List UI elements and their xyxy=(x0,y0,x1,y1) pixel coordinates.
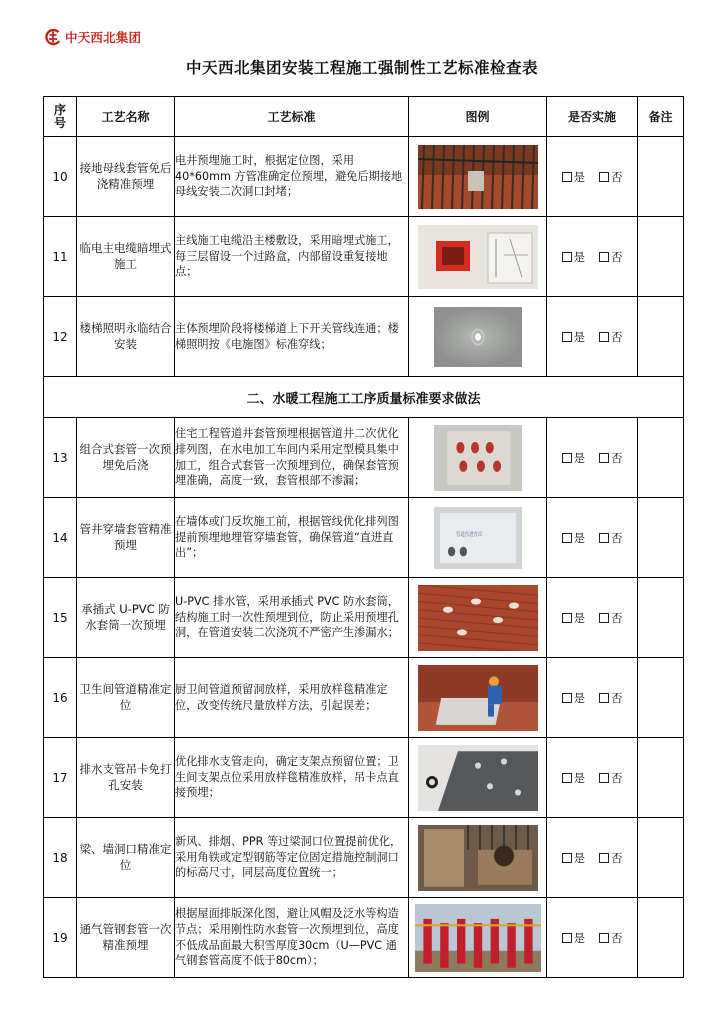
table-row xyxy=(44,738,684,818)
implemented-cell xyxy=(547,137,638,217)
no-option[interactable] xyxy=(599,690,623,706)
row-no: 12 xyxy=(44,297,77,377)
col-header-no-text: 序号 xyxy=(53,102,66,130)
yes-checkbox[interactable] xyxy=(562,453,572,463)
note-cell xyxy=(638,498,684,578)
row-no: 15 xyxy=(44,578,77,658)
process-name: 梁、墙洞口精准定位 xyxy=(77,818,175,898)
no-option[interactable] xyxy=(599,610,623,626)
upvc-sleeve-photo xyxy=(418,585,538,651)
yes-checkbox[interactable] xyxy=(562,613,572,623)
section-title: 二、水暖工程施工工序质量标准要求做法 xyxy=(44,377,684,418)
example-image-cell xyxy=(409,498,547,578)
process-name: 管井穿墙套管精准预埋 xyxy=(77,498,175,578)
example-image-cell xyxy=(409,418,547,498)
table-row xyxy=(44,418,684,498)
beam-opening-photo xyxy=(418,825,538,891)
process-name: 承插式 U-PVC 防水套筒一次预埋 xyxy=(77,578,175,658)
example-image-cell xyxy=(409,297,547,377)
row-no: 19 xyxy=(44,898,77,978)
example-image-cell xyxy=(409,818,547,898)
row-no: 14 xyxy=(44,498,77,578)
process-standard: 优化排水支管走向，确定支架点预留位置；卫生间支架点位采用放样毯精准放样，吊卡点直接预埋； xyxy=(175,738,409,818)
process-name: 排水支管吊卡免打孔安装 xyxy=(77,738,175,818)
no-checkbox[interactable] xyxy=(599,533,609,543)
process-name: 卫生间管道精准定位 xyxy=(77,658,175,738)
no-checkbox[interactable] xyxy=(599,933,609,943)
yes-label: 是 xyxy=(573,850,585,865)
no-option[interactable] xyxy=(599,169,623,185)
svg-text:管道直进直出: 管道直进直出 xyxy=(455,531,482,538)
implemented-cell xyxy=(547,498,638,578)
col-header-image: 图例 xyxy=(409,97,547,137)
col-header-no xyxy=(44,97,77,137)
table-row xyxy=(44,658,684,738)
no-label: 否 xyxy=(611,850,623,865)
page-title: 中天西北集团安装工程施工强制性工艺标准检查表 xyxy=(185,59,538,77)
section-row xyxy=(44,377,684,418)
yes-option[interactable] xyxy=(562,249,586,265)
yes-option[interactable] xyxy=(562,850,586,866)
yes-label: 是 xyxy=(573,329,585,344)
note-cell xyxy=(638,658,684,738)
table-row xyxy=(44,898,684,978)
process-standard: 住宅工程管道井套管预埋根据管道井二次优化排列图，在水电加工车间内采用定型模具集中加工，组合式套管一次预埋到位，确保套管预埋准确，高度一致，套管根部不渗漏； xyxy=(175,418,409,498)
yes-option[interactable] xyxy=(562,329,586,345)
yes-option[interactable] xyxy=(562,530,586,546)
no-label: 否 xyxy=(611,690,623,705)
example-image-cell xyxy=(409,658,547,738)
no-option[interactable] xyxy=(599,530,623,546)
col-header-name: 工艺名称 xyxy=(77,97,175,137)
table-row xyxy=(44,297,684,377)
process-standard: 主体预埋阶段将楼梯道上下开关管线连通；楼梯照明按《电施图》标准穿线； xyxy=(175,297,409,377)
yes-label: 是 xyxy=(573,610,585,625)
implemented-cell xyxy=(547,578,638,658)
row-no: 17 xyxy=(44,738,77,818)
yes-label: 是 xyxy=(573,249,585,264)
example-image-cell xyxy=(409,578,547,658)
yes-checkbox[interactable] xyxy=(562,693,572,703)
no-label: 否 xyxy=(611,329,623,344)
no-label: 否 xyxy=(611,770,623,785)
no-option[interactable] xyxy=(599,450,623,466)
yes-label: 是 xyxy=(573,530,585,545)
process-standard: 在墙体或门反坎施工前，根据管线优化排列图提前预埋地埋管穿墙套管，确保管道“直进直出”； xyxy=(175,498,409,578)
rebar-sleeve-photo xyxy=(418,145,538,209)
hanger-clamp-photo xyxy=(418,745,538,811)
col-header-done: 是否实施 xyxy=(547,97,638,137)
implemented-cell xyxy=(547,738,638,818)
no-label: 否 xyxy=(611,610,623,625)
implemented-cell xyxy=(547,818,638,898)
no-checkbox[interactable] xyxy=(599,252,609,262)
logo-text: 中天西北集团 xyxy=(65,30,142,45)
no-checkbox[interactable] xyxy=(599,853,609,863)
process-name: 临电主电缆暗埋式施工 xyxy=(77,217,175,297)
row-no: 16 xyxy=(44,658,77,738)
process-name: 组合式套管一次预埋免后浇 xyxy=(77,418,175,498)
no-option[interactable] xyxy=(599,770,623,786)
note-cell xyxy=(638,137,684,217)
process-standard: 新风、排烟、PPR 等过梁洞口位置提前优化，采用角铁或定型钢筋等定位固定措施控制洞口的标高尺寸，同层高度位置统一； xyxy=(175,818,409,898)
yes-option[interactable] xyxy=(562,690,586,706)
no-checkbox[interactable] xyxy=(599,332,609,342)
example-image-cell xyxy=(409,217,547,297)
inspection-table xyxy=(43,96,684,978)
yes-label: 是 xyxy=(573,169,585,184)
implemented-cell xyxy=(547,297,638,377)
process-standard: 电井预埋施工时，根据定位图，采用40*60mm 方管准确定位预埋，避免后期接地母线安装二次洞口封堵； xyxy=(175,137,409,217)
process-name: 通气管钢套管一次精准预埋 xyxy=(77,898,175,978)
no-checkbox[interactable] xyxy=(599,693,609,703)
no-checkbox[interactable] xyxy=(599,453,609,463)
yes-label: 是 xyxy=(573,690,585,705)
combined-sleeve-photo xyxy=(434,425,522,491)
row-no: 10 xyxy=(44,137,77,217)
yes-label: 是 xyxy=(573,930,585,945)
company-logo xyxy=(44,28,141,46)
no-checkbox[interactable] xyxy=(599,613,609,623)
yes-option[interactable] xyxy=(562,169,586,185)
col-header-standard: 工艺标准 xyxy=(175,97,409,137)
yes-checkbox[interactable] xyxy=(562,933,572,943)
no-checkbox[interactable] xyxy=(599,172,609,182)
layout-mat-photo xyxy=(418,665,538,731)
implemented-cell xyxy=(547,658,638,738)
note-cell xyxy=(638,418,684,498)
col-header-note: 备注 xyxy=(638,97,684,137)
implemented-cell xyxy=(547,418,638,498)
no-label: 否 xyxy=(611,530,623,545)
implemented-cell xyxy=(547,898,638,978)
vent-pipe-photo xyxy=(415,904,541,972)
logo-mark-icon xyxy=(44,28,62,46)
yes-checkbox[interactable] xyxy=(562,332,572,342)
table-row xyxy=(44,578,684,658)
row-no: 11 xyxy=(44,217,77,297)
row-no: 13 xyxy=(44,418,77,498)
no-label: 否 xyxy=(611,930,623,945)
no-option[interactable] xyxy=(599,850,623,866)
implemented-cell xyxy=(547,217,638,297)
note-cell xyxy=(638,898,684,978)
process-standard: 主线施工电缆沿主楼敷设，采用暗埋式施工，每三层留设一个过路盒，内部留设重复接地点； xyxy=(175,217,409,297)
table-row xyxy=(44,498,684,578)
process-standard: 厨卫间管道预留洞放样，采用放样毯精准定位，改变传统尺量放样方法，引起误差； xyxy=(175,658,409,738)
process-name: 楼梯照明永临结合安装 xyxy=(77,297,175,377)
yes-option[interactable] xyxy=(562,450,586,466)
note-cell xyxy=(638,578,684,658)
note-cell xyxy=(638,297,684,377)
no-option[interactable] xyxy=(599,329,623,345)
yes-checkbox[interactable] xyxy=(562,533,572,543)
no-option[interactable] xyxy=(599,249,623,265)
yes-option[interactable] xyxy=(562,770,586,786)
table-row xyxy=(44,217,684,297)
table-row xyxy=(44,818,684,898)
yes-checkbox[interactable] xyxy=(562,773,572,783)
example-image-cell xyxy=(409,137,547,217)
note-cell xyxy=(638,818,684,898)
example-image-cell xyxy=(409,738,547,818)
note-cell xyxy=(638,217,684,297)
junction-box-photo xyxy=(418,225,538,289)
table-header-row xyxy=(44,97,684,137)
process-standard: 根据屋面排版深化图，避让风帽及泛水等构造节点；采用刚性防水套管一次预埋到位，高度不低成品面最大积雪厚度30cm（U—PVC 通气钢套管高度不低于80cm）； xyxy=(175,898,409,978)
stair-light-photo xyxy=(434,307,522,367)
process-name: 接地母线套管免后浇精准预埋 xyxy=(77,137,175,217)
example-image-cell xyxy=(409,898,547,978)
no-option[interactable] xyxy=(599,930,623,946)
yes-checkbox[interactable] xyxy=(562,172,572,182)
process-standard: U-PVC 排水管，采用承插式 PVC 防水套筒，结构施工时一次性预埋到位，防止采用预埋孔洞，在管道安装二次浇筑不严密产生渗漏水； xyxy=(175,578,409,658)
no-label: 否 xyxy=(611,450,623,465)
yes-checkbox[interactable] xyxy=(562,252,572,262)
wall-sleeve-photo xyxy=(434,507,522,569)
yes-label: 是 xyxy=(573,770,585,785)
yes-checkbox[interactable] xyxy=(562,853,572,863)
no-label: 否 xyxy=(611,169,623,184)
note-cell xyxy=(638,738,684,818)
table-row xyxy=(44,137,684,217)
row-no: 18 xyxy=(44,818,77,898)
no-checkbox[interactable] xyxy=(599,773,609,783)
yes-option[interactable] xyxy=(562,930,586,946)
yes-option[interactable] xyxy=(562,610,586,626)
yes-label: 是 xyxy=(573,450,585,465)
no-label: 否 xyxy=(611,249,623,264)
